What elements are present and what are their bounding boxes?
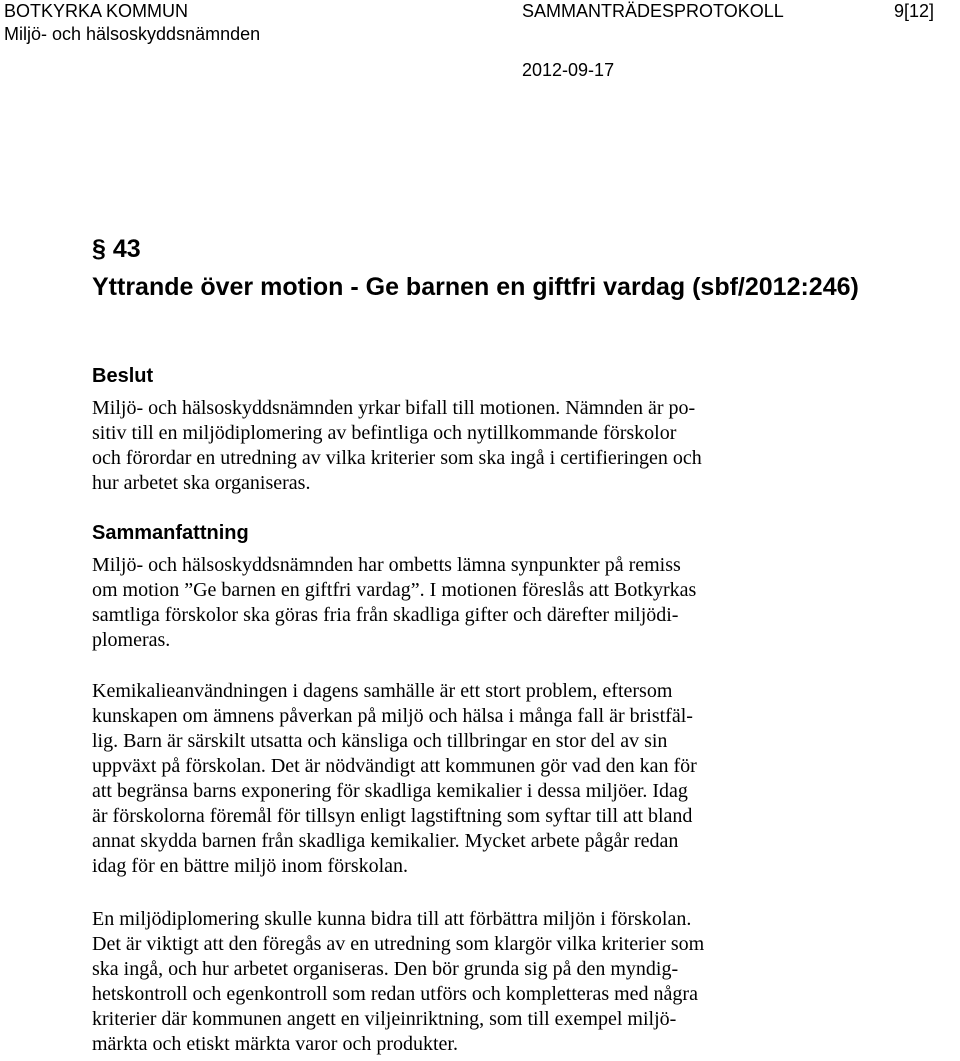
text-line: och förordar en utredning av vilka kriterier som ska ingå i certifieringen och <box>92 447 702 469</box>
text-line: är förskolorna föremål för tillsyn enligt lagstiftning som syftar till att bland <box>92 805 693 827</box>
text-line: om motion ”Ge barnen en giftfri vardag”. I motionen föreslås att Botkyrkas <box>92 579 697 601</box>
text-line: idag för en bättre miljö inom förskolan. <box>92 855 409 877</box>
meeting-date: 2012-09-17 <box>522 60 615 80</box>
text-line: plomeras. <box>92 629 171 651</box>
summary-paragraph-2 <box>92 679 812 879</box>
page-number: 9[12] <box>894 1 935 21</box>
text-line: Det är viktigt att den föregås av en utredning som klargör vilka kriterier som <box>92 933 705 955</box>
summary-heading: Sammanfattning <box>92 522 249 544</box>
text-line: Kemikalieanvändningen i dagens samhälle är ett stort problem, eftersom <box>92 680 673 702</box>
document-type: SAMMANTRÄDESPROTOKOLL <box>522 1 784 21</box>
text-line: Miljö- och hälsoskyddsnämnden har ombetts lämna synpunkter på remiss <box>92 554 681 576</box>
summary-paragraph-3 <box>92 907 812 1057</box>
text-line: kunskapen om ämnens påverkan på miljö och hälsa i många fall är bristfäl- <box>92 705 693 727</box>
text-line: att begränsa barns exponering för skadliga kemikalier i dessa miljöer. Idag <box>92 780 688 802</box>
text-line: En miljödiplomering skulle kunna bidra till att förbättra miljön i förskolan. <box>92 908 692 930</box>
text-line: sitiv till en miljödiplomering av befintliga och nytillkommande förskolor <box>92 422 677 444</box>
text-line: ska ingå, och hur arbetet organiseras. Den bör grunda sig på den myndig- <box>92 958 679 980</box>
text-line: kriterier där kommunen angett en viljeinriktning, som till exempel miljö- <box>92 1008 677 1030</box>
text-line: lig. Barn är särskilt utsatta och känsliga och tillbringar en stor del av sin <box>92 730 668 752</box>
text-line: uppväxt på förskolan. Det är nödvändigt att kommunen gör vad den kan för <box>92 755 697 777</box>
text-line: hetskontroll och egenkontroll som redan utförs och kompletteras med några <box>92 983 698 1005</box>
decision-heading: Beslut <box>92 365 154 387</box>
section-number: § 43 <box>92 235 141 263</box>
text-line: hur arbetet ska organiseras. <box>92 472 311 494</box>
text-line: annat skydda barnen från skadliga kemikalier. Mycket arbete pågår redan <box>92 830 679 852</box>
text-line: Miljö- och hälsoskyddsnämnden yrkar bifall till motionen. Nämnden är po- <box>92 397 696 419</box>
municipality-name: BOTKYRKA KOMMUN <box>4 1 189 21</box>
section-title: Yttrande över motion - Ge barnen en giftfri vardag (sbf/2012:246) <box>92 273 859 301</box>
text-line: märkta och etiskt märkta varor och produkter. <box>92 1033 458 1055</box>
decision-text <box>92 396 812 496</box>
summary-paragraph-1 <box>92 553 812 653</box>
text-line: samtliga förskolor ska göras fria från skadliga gifter och därefter miljödi- <box>92 604 679 626</box>
committee-name: Miljö- och hälsoskyddsnämnden <box>4 24 261 44</box>
